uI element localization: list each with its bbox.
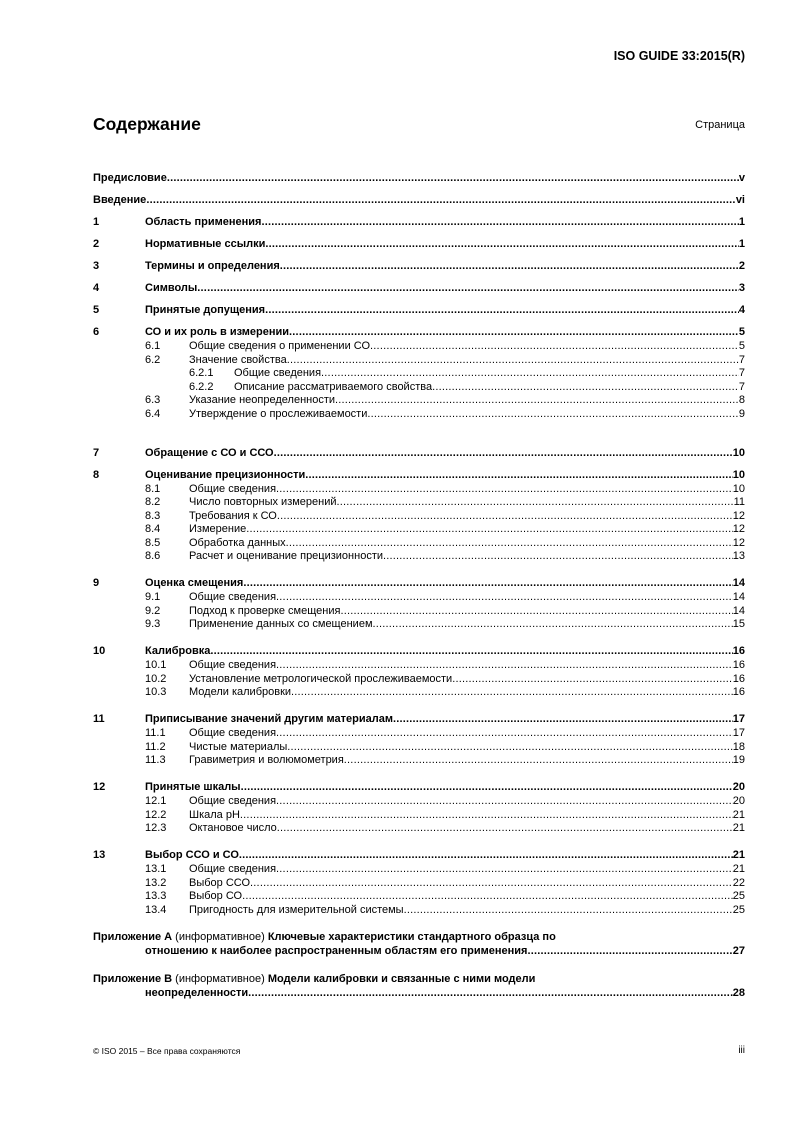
toc-entry-number: 6.2.2 [189,380,214,393]
document-id-header: ISO GUIDE 33:2015(R) [613,49,745,63]
toc-entry-title: Выбор СО [189,890,243,902]
annex-title: Ключевые характеристики стандартного образца по [267,930,556,943]
dot-leader [286,536,733,550]
dot-leader [146,193,736,207]
footer-copyright: © ISO 2015 – Все права сохраняются [93,1046,241,1056]
dot-leader [197,281,739,295]
toc-entry[interactable] [93,753,745,767]
dot-leader [276,658,733,672]
dot-leader [276,794,733,808]
dot-leader [240,808,733,822]
toc-entry-title: Пригодность для измерительной системы [189,903,404,916]
toc-entry-title: Общие сведения [189,727,277,739]
toc-entry[interactable] [93,325,745,339]
toc-entry-title: Расчет и оценивание прецизионности [189,550,383,562]
toc-entry-title: Принятые допущения [145,304,266,316]
toc-entry-number: 3 [93,260,100,272]
toc-entry-page: 21 [732,849,745,861]
toc-entry-number: 8.6 [145,550,161,562]
dot-leader [277,509,733,523]
toc-entry[interactable] [93,712,745,726]
toc-entry[interactable] [93,339,745,353]
toc-entry[interactable] [93,549,745,563]
toc-entry-number: 8 [93,468,100,481]
toc-entry-number: 9.1 [145,591,161,603]
dot-leader [265,303,739,317]
dot-leader [276,726,733,740]
toc-entry-page: 21 [732,822,745,834]
dot-leader [248,986,733,1000]
toc-entry[interactable] [93,848,745,862]
toc-entry-page: 1 [738,216,745,228]
toc-entry-title: Указание неопределенности [189,394,336,406]
dot-leader [277,821,733,835]
toc-entry-page: 17 [732,727,745,739]
toc-entry-title: Подход к проверке смещения [189,604,341,617]
toc-entry-number: 13.1 [145,863,167,875]
toc-entry-title: Применение данных со смещением [189,618,373,630]
toc-entry-number: 10 [93,645,106,657]
toc-entry-page: 9 [738,407,745,420]
annex-title: Модели калибровки и связанные с ними модели [267,972,536,985]
toc-entry-page: 16 [732,645,745,657]
dot-leader [261,215,738,229]
toc-entry-number: 6.4 [145,407,161,420]
toc-entry[interactable] [93,726,745,740]
dot-leader [280,259,739,273]
toc-entry-number: 12 [93,781,106,793]
annex-entry-continuation[interactable] [93,944,745,958]
toc-entry-page: 5 [738,340,745,352]
toc-entry-page: 2 [738,260,745,272]
toc-entry-number: 6 [93,326,100,338]
toc-entry-page: 12 [732,536,745,549]
toc-entry-title: Приписывание значений другим материалам [145,713,393,725]
toc-entry-number: 6.3 [145,394,161,406]
dot-leader [276,590,733,604]
footer-page-number: iii [738,1045,745,1056]
toc-entry-title: Установление метрологической прослеживаемости [189,672,453,685]
toc-entry-title: Введение [93,194,147,206]
dot-leader [274,446,733,460]
toc-entry[interactable] [93,353,745,367]
dot-leader [167,171,739,185]
toc-entry-title: Обработка данных [189,536,286,549]
dot-leader [452,672,733,686]
dot-leader [370,339,739,353]
toc-entry-page: 7 [738,367,745,379]
toc-entry[interactable] [93,259,745,273]
toc-entry[interactable] [93,215,745,229]
dot-leader [527,944,732,958]
toc-entry-title: Общие сведения [189,863,277,875]
toc-entry-page: 20 [732,795,745,807]
toc-entry[interactable] [93,482,745,496]
annex-entry[interactable] [93,930,556,944]
annex-kind: (информативное) [175,930,265,943]
toc-entry-number: 8.2 [145,496,161,508]
toc-entry[interactable] [93,446,745,460]
toc-entry-number: 8.5 [145,536,161,549]
toc-entry-number: 9.2 [145,604,161,617]
toc-entry-page: 15 [732,618,745,630]
toc-entry-page: 20 [732,781,745,793]
toc-entry-number: 12.2 [145,808,167,821]
toc-entry-number: 8.3 [145,509,161,522]
dot-leader [335,393,739,407]
toc-entry-title: Нормативные ссылки [145,238,266,250]
annex-page: 28 [732,986,745,999]
toc-entry-number: 6.2.1 [189,367,214,379]
toc-entry-page: 16 [732,686,745,698]
toc-entry[interactable] [93,862,745,876]
dot-leader [239,848,733,862]
toc-entry-page: 10 [732,468,745,481]
toc-entry-number: 10.1 [145,659,167,671]
dot-leader [393,712,733,726]
toc-entry-number: 11.1 [145,727,166,739]
dot-leader [337,495,734,509]
toc-entry-number: 2 [93,238,100,250]
toc-entry-title: Калибровка [145,645,211,657]
dot-leader [241,780,733,794]
toc-entry[interactable] [93,685,745,699]
toc-entry-title: Шкала pH [189,808,240,821]
toc-entry[interactable] [93,468,745,482]
toc-entry[interactable] [93,794,745,808]
toc-entry-page: 7 [738,353,745,366]
toc-entry-page: 11 [733,496,745,508]
toc-entry-number: 9 [93,577,100,589]
toc-entry-title: Общие сведения [234,367,322,379]
toc-entry-page: vi [735,194,745,206]
toc-entry[interactable] [93,576,745,590]
toc-entry[interactable] [93,889,745,903]
toc-entry-title: Оценивание прецизионности [145,468,306,481]
toc-entry-number: 6.2 [145,353,161,366]
dot-leader [373,617,733,631]
annex-title-continued: отношению к наиболее распространенным областям его применения [145,944,528,957]
toc-entry[interactable] [93,604,745,618]
toc-entry-page: 25 [732,903,745,916]
toc-entry-number: 5 [93,304,100,316]
toc-entry[interactable] [93,876,745,890]
toc-entry[interactable] [93,193,745,207]
annex-page: 27 [732,944,745,957]
toc-entry-page: 12 [732,523,745,535]
toc-entry-page: 13 [732,550,745,562]
toc-entry-title: Принятые шкалы [145,781,241,793]
toc-entry-page: 5 [738,326,745,338]
annex-entry-continuation[interactable] [93,986,745,1000]
toc-entry-number: 11 [93,713,105,725]
toc-entry-page: 21 [732,808,745,821]
dot-leader [243,576,732,590]
toc-entry-page: 19 [732,754,745,766]
toc-entry[interactable] [93,672,745,686]
toc-entry-number: 13 [93,849,106,861]
toc-entry[interactable] [93,808,745,822]
toc-entry-page: 14 [732,577,745,589]
page-title: Содержание [93,114,201,134]
toc-entry[interactable] [93,407,745,421]
annex-title-continued: неопределенности [145,986,249,999]
dot-leader [265,237,739,251]
toc-entry[interactable] [93,617,745,631]
dot-leader [340,604,732,618]
toc-entry-number: 8.4 [145,523,161,535]
toc-entry-page: 1 [738,238,745,250]
toc-entry-title: Октановое число [189,822,277,834]
toc-entry-title: Термины и определения [145,260,280,272]
toc-entry-number: 13.4 [145,903,167,916]
toc-entry-number: 13.3 [145,890,167,902]
toc-entry[interactable] [93,536,745,550]
toc-entry-number: 12.3 [145,822,167,834]
toc-entry-title: Общие сведения [189,591,277,603]
dot-leader [276,482,733,496]
dot-leader [291,685,733,699]
toc-entry[interactable] [93,281,745,295]
toc-entry-title: Общие сведения [189,659,277,671]
toc-entry[interactable] [93,522,745,536]
toc-entry-page: 25 [732,890,745,902]
toc-entry[interactable] [93,237,745,251]
toc-entry-number: 1 [93,216,100,228]
toc-entry-title: Символы [145,282,198,294]
dot-leader [287,740,732,754]
dot-leader [276,862,733,876]
toc-entry-number: 11.3 [145,754,166,766]
toc-entry-page: 4 [738,304,745,316]
toc-entry-title: Чистые материалы [189,740,288,753]
toc-entry-number: 12.1 [145,795,167,807]
toc-entry-number: 10.2 [145,672,167,685]
toc-entry-title: Оценка смещения [145,577,244,589]
toc-entry-page: 10 [732,446,745,459]
toc-entry-title: Общие сведения [189,795,277,807]
toc-entry-title: Обращение с СО и ССО [145,446,274,459]
toc-entry-page: 12 [732,509,745,522]
toc-entry-title: Модели калибровки [189,686,292,698]
toc-entry-number: 6.1 [145,340,161,352]
dot-leader [367,407,739,421]
toc-entry[interactable] [93,821,745,835]
dot-leader [383,549,733,563]
toc-entry-title: Значение свойства [189,353,287,366]
toc-entry-title: Измерение [189,523,247,535]
dot-leader [250,876,733,890]
dot-leader [287,353,739,367]
annex-entry[interactable] [93,972,535,986]
toc-entry-number: 9.3 [145,618,161,630]
dot-leader [321,366,739,380]
toc-entry-number: 8.1 [145,482,161,495]
toc-entry-page: 10 [732,482,745,495]
toc-entry-title: Общие сведения о применении СО [189,340,371,352]
toc-entry-page: 22 [732,876,745,889]
toc-entry-page: 16 [732,672,745,685]
toc-entry[interactable] [93,495,745,509]
toc-entry-title: СО и их роль в измерении [145,326,290,338]
toc-entry-title: Утверждение о прослеживаемости [189,407,368,420]
dot-leader [246,522,733,536]
page-column-label: Страница [695,119,745,131]
toc-entry[interactable] [93,780,745,794]
annex-label: Приложение A [93,930,173,943]
toc-entry-number: 4 [93,282,100,294]
toc-entry-page: 8 [738,394,745,406]
toc-entry[interactable] [93,366,745,380]
dot-leader [210,644,732,658]
toc-entry-title: Выбор ССО и СО [145,849,239,861]
dot-leader [289,325,739,339]
toc-entry-page: 16 [732,659,745,671]
toc-entry-page: 14 [732,591,745,603]
toc-entry-title: Гравиметрия и волюмометрия [189,754,344,766]
toc-entry-title: Число повторных измерений [189,496,337,508]
toc-entry-number: 11.2 [145,740,166,753]
dot-leader [242,889,733,903]
toc-entry-page: 14 [732,604,745,617]
toc-entry-title: Описание рассматриваемого свойства [234,380,433,393]
toc-entry[interactable] [93,171,745,185]
annex-kind: (информативное) [175,972,265,985]
toc-entry[interactable] [93,509,745,523]
toc-entry[interactable] [93,303,745,317]
toc-entry-page: v [738,172,745,184]
toc-entry-number: 7 [93,446,100,459]
toc-entry[interactable] [93,393,745,407]
dot-leader [344,753,733,767]
toc-entry-page: 18 [732,740,745,753]
toc-entry-page: 21 [732,863,745,875]
toc-entry-title: Предисловие [93,172,167,184]
toc-entry[interactable] [93,903,745,917]
dot-leader [305,468,733,482]
dot-leader [432,380,739,394]
annex-label: Приложение B [93,972,173,985]
toc-entry-title: Требования к СО [189,509,277,522]
toc-entry-title: Выбор ССО [189,876,251,889]
toc-entry[interactable] [93,658,745,672]
toc-entry-number: 13.2 [145,876,167,889]
toc-entry[interactable] [93,740,745,754]
toc-entry-number: 10.3 [145,686,167,698]
toc-entry[interactable] [93,590,745,604]
dot-leader [404,903,733,917]
toc-entry[interactable] [93,380,745,394]
toc-entry[interactable] [93,644,745,658]
toc-entry-page: 7 [738,380,745,393]
toc-entry-page: 17 [732,713,745,725]
toc-entry-title: Общие сведения [189,482,277,495]
toc-entry-page: 3 [738,282,745,294]
toc-entry-title: Область применения [145,216,262,228]
